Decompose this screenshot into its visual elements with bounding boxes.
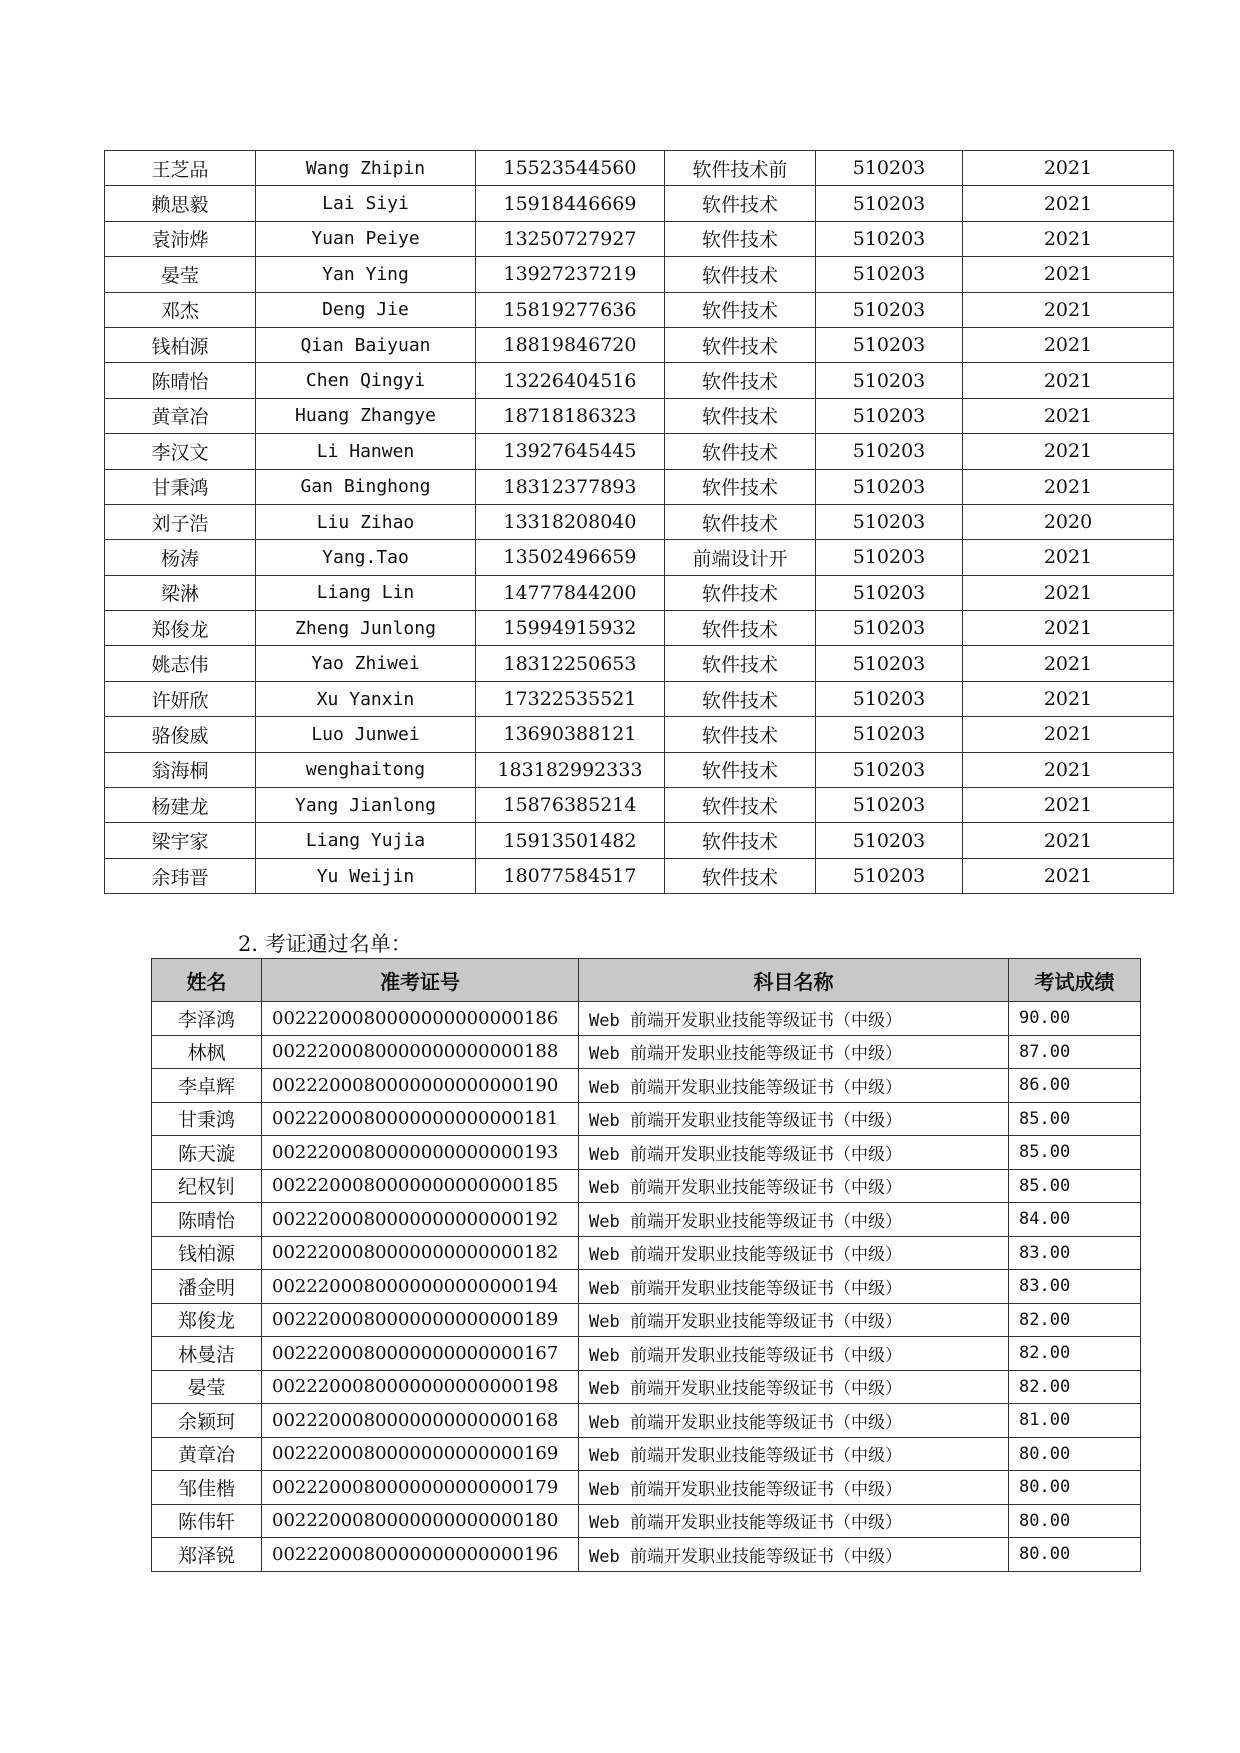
table-row xyxy=(152,1136,1141,1170)
header-cell: 科目名称 xyxy=(579,959,1009,1002)
major-cell: 软件技术 xyxy=(665,823,816,858)
pinyin-cell: Yan Ying xyxy=(256,257,476,292)
phone-cell: 13927237219 xyxy=(476,257,665,292)
name-cell: 翁海桐 xyxy=(105,752,256,787)
name-cell: 甘秉鸿 xyxy=(105,469,256,504)
phone-cell: 15876385214 xyxy=(476,788,665,823)
phone-cell: 13690388121 xyxy=(476,717,665,752)
table-row xyxy=(105,646,1174,681)
score-cell: 86.00 xyxy=(1009,1069,1141,1103)
section-heading: 2. 考证通过名单： xyxy=(238,932,412,956)
phone-cell: 13502496659 xyxy=(476,540,665,575)
table-row xyxy=(105,398,1174,433)
phone-cell: 13927645445 xyxy=(476,434,665,469)
name-cell: 晏莹 xyxy=(152,1370,262,1404)
phone-cell: 15994915932 xyxy=(476,611,665,646)
pinyin-cell: Liang Yujia xyxy=(256,823,476,858)
name-cell: 郑俊龙 xyxy=(105,611,256,646)
year-cell: 2021 xyxy=(963,752,1174,787)
year-cell: 2021 xyxy=(963,823,1174,858)
ticket-number-cell: 0022200080000000000000167 xyxy=(262,1337,579,1371)
pinyin-cell: Yang Jianlong xyxy=(256,788,476,823)
pinyin-cell: Liu Zihao xyxy=(256,504,476,539)
score-cell: 80.00 xyxy=(1009,1437,1141,1471)
table-row xyxy=(152,1337,1141,1371)
subject-cell: Web 前端开发职业技能等级证书（中级） xyxy=(579,1404,1009,1438)
year-cell: 2020 xyxy=(963,504,1174,539)
score-cell: 83.00 xyxy=(1009,1236,1141,1270)
name-cell: 梁宇家 xyxy=(105,823,256,858)
code-cell: 510203 xyxy=(816,327,963,362)
year-cell: 2021 xyxy=(963,151,1174,186)
pinyin-cell: Yao Zhiwei xyxy=(256,646,476,681)
table-row xyxy=(105,363,1174,398)
name-cell: 杨涛 xyxy=(105,540,256,575)
year-cell: 2021 xyxy=(963,646,1174,681)
pinyin-cell: Luo Junwei xyxy=(256,717,476,752)
pinyin-cell: wenghaitong xyxy=(256,752,476,787)
code-cell: 510203 xyxy=(816,717,963,752)
table-row xyxy=(105,151,1174,186)
table-row xyxy=(105,434,1174,469)
major-cell: 软件技术 xyxy=(665,504,816,539)
pinyin-cell: Liang Lin xyxy=(256,575,476,610)
code-cell: 510203 xyxy=(816,292,963,327)
name-cell: 袁沛烨 xyxy=(105,221,256,256)
major-cell: 软件技术 xyxy=(665,327,816,362)
phone-cell: 13318208040 xyxy=(476,504,665,539)
ticket-number-cell: 0022200080000000000000186 xyxy=(262,1002,579,1036)
year-cell: 2021 xyxy=(963,398,1174,433)
ticket-number-cell: 0022200080000000000000188 xyxy=(262,1035,579,1069)
subject-cell: Web 前端开发职业技能等级证书（中级） xyxy=(579,1337,1009,1371)
year-cell: 2021 xyxy=(963,257,1174,292)
major-cell: 软件技术 xyxy=(665,186,816,221)
student-table xyxy=(104,150,1174,894)
header-cell: 考试成绩 xyxy=(1009,959,1141,1002)
table-row xyxy=(105,186,1174,221)
score-cell: 87.00 xyxy=(1009,1035,1141,1069)
score-cell: 83.00 xyxy=(1009,1270,1141,1304)
phone-cell: 15523544560 xyxy=(476,151,665,186)
table-row xyxy=(105,788,1174,823)
table-row xyxy=(152,1504,1141,1538)
pinyin-cell: Yuan Peiye xyxy=(256,221,476,256)
name-cell: 余颖珂 xyxy=(152,1404,262,1438)
phone-cell: 183182992333 xyxy=(476,752,665,787)
code-cell: 510203 xyxy=(816,788,963,823)
ticket-number-cell: 0022200080000000000000194 xyxy=(262,1270,579,1304)
score-cell: 81.00 xyxy=(1009,1404,1141,1438)
name-cell: 邓杰 xyxy=(105,292,256,327)
ticket-number-cell: 0022200080000000000000185 xyxy=(262,1169,579,1203)
name-cell: 骆俊威 xyxy=(105,717,256,752)
subject-cell: Web 前端开发职业技能等级证书（中级） xyxy=(579,1471,1009,1505)
table-row xyxy=(105,257,1174,292)
name-cell: 郑泽锐 xyxy=(152,1538,262,1572)
name-cell: 王芝品 xyxy=(105,151,256,186)
year-cell: 2021 xyxy=(963,611,1174,646)
code-cell: 510203 xyxy=(816,540,963,575)
name-cell: 杨建龙 xyxy=(105,788,256,823)
score-cell: 85.00 xyxy=(1009,1136,1141,1170)
year-cell: 2021 xyxy=(963,717,1174,752)
major-cell: 软件技术 xyxy=(665,611,816,646)
year-cell: 2021 xyxy=(963,575,1174,610)
table-row xyxy=(105,504,1174,539)
pinyin-cell: Lai Siyi xyxy=(256,186,476,221)
table-row xyxy=(105,221,1174,256)
code-cell: 510203 xyxy=(816,221,963,256)
major-cell: 前端设计开 xyxy=(665,540,816,575)
ticket-number-cell: 0022200080000000000000169 xyxy=(262,1437,579,1471)
pinyin-cell: Huang Zhangye xyxy=(256,398,476,433)
score-cell: 80.00 xyxy=(1009,1471,1141,1505)
name-cell: 郑俊龙 xyxy=(152,1303,262,1337)
pinyin-cell: Yu Weijin xyxy=(256,858,476,893)
score-cell: 82.00 xyxy=(1009,1303,1141,1337)
year-cell: 2021 xyxy=(963,858,1174,893)
code-cell: 510203 xyxy=(816,434,963,469)
name-cell: 甘秉鸿 xyxy=(152,1102,262,1136)
phone-cell: 15918446669 xyxy=(476,186,665,221)
pinyin-cell: Xu Yanxin xyxy=(256,681,476,716)
table-row xyxy=(152,1169,1141,1203)
pinyin-cell: Li Hanwen xyxy=(256,434,476,469)
code-cell: 510203 xyxy=(816,858,963,893)
name-cell: 黄章冶 xyxy=(105,398,256,433)
header-cell: 准考证号 xyxy=(262,959,579,1002)
pinyin-cell: Gan Binghong xyxy=(256,469,476,504)
table-row xyxy=(105,717,1174,752)
code-cell: 510203 xyxy=(816,363,963,398)
phone-cell: 13250727927 xyxy=(476,221,665,256)
year-cell: 2021 xyxy=(963,363,1174,398)
ticket-number-cell: 0022200080000000000000190 xyxy=(262,1069,579,1103)
year-cell: 2021 xyxy=(963,681,1174,716)
name-cell: 陈晴怡 xyxy=(105,363,256,398)
phone-cell: 18312250653 xyxy=(476,646,665,681)
phone-cell: 14777844200 xyxy=(476,575,665,610)
phone-cell: 15819277636 xyxy=(476,292,665,327)
subject-cell: Web 前端开发职业技能等级证书（中级） xyxy=(579,1102,1009,1136)
subject-cell: Web 前端开发职业技能等级证书（中级） xyxy=(579,1169,1009,1203)
table-row xyxy=(152,1002,1141,1036)
major-cell: 软件技术 xyxy=(665,221,816,256)
table-row xyxy=(105,575,1174,610)
header-row xyxy=(152,959,1141,1002)
name-cell: 余玮晋 xyxy=(105,858,256,893)
table-row xyxy=(152,1437,1141,1471)
phone-cell: 13226404516 xyxy=(476,363,665,398)
table-row xyxy=(105,752,1174,787)
code-cell: 510203 xyxy=(816,504,963,539)
major-cell: 软件技术 xyxy=(665,788,816,823)
subject-cell: Web 前端开发职业技能等级证书（中级） xyxy=(579,1236,1009,1270)
phone-cell: 17322535521 xyxy=(476,681,665,716)
name-cell: 陈伟轩 xyxy=(152,1504,262,1538)
table-row xyxy=(152,1471,1141,1505)
table-row xyxy=(105,611,1174,646)
pinyin-cell: Qian Baiyuan xyxy=(256,327,476,362)
major-cell: 软件技术 xyxy=(665,752,816,787)
name-cell: 赖思毅 xyxy=(105,186,256,221)
phone-cell: 18077584517 xyxy=(476,858,665,893)
phone-cell: 18819846720 xyxy=(476,327,665,362)
name-cell: 李泽鸿 xyxy=(152,1002,262,1036)
year-cell: 2021 xyxy=(963,292,1174,327)
table-row xyxy=(105,823,1174,858)
table-row xyxy=(105,858,1174,893)
table-row xyxy=(152,1102,1141,1136)
phone-cell: 18718186323 xyxy=(476,398,665,433)
year-cell: 2021 xyxy=(963,327,1174,362)
table-row xyxy=(152,1035,1141,1069)
name-cell: 晏莹 xyxy=(105,257,256,292)
name-cell: 梁淋 xyxy=(105,575,256,610)
pinyin-cell: Zheng Junlong xyxy=(256,611,476,646)
major-cell: 软件技术 xyxy=(665,858,816,893)
code-cell: 510203 xyxy=(816,186,963,221)
name-cell: 姚志伟 xyxy=(105,646,256,681)
score-cell: 90.00 xyxy=(1009,1002,1141,1036)
pinyin-cell: Chen Qingyi xyxy=(256,363,476,398)
name-cell: 纪权钊 xyxy=(152,1169,262,1203)
ticket-number-cell: 0022200080000000000000182 xyxy=(262,1236,579,1270)
major-cell: 软件技术前 xyxy=(665,151,816,186)
year-cell: 2021 xyxy=(963,221,1174,256)
name-cell: 林枫 xyxy=(152,1035,262,1069)
major-cell: 软件技术 xyxy=(665,292,816,327)
name-cell: 林曼洁 xyxy=(152,1337,262,1371)
subject-cell: Web 前端开发职业技能等级证书（中级） xyxy=(579,1303,1009,1337)
score-cell: 82.00 xyxy=(1009,1337,1141,1371)
table-row xyxy=(152,1203,1141,1237)
table-row xyxy=(105,327,1174,362)
pinyin-cell: Wang Zhipin xyxy=(256,151,476,186)
score-cell: 85.00 xyxy=(1009,1102,1141,1136)
table-row xyxy=(105,292,1174,327)
name-cell: 李汉文 xyxy=(105,434,256,469)
subject-cell: Web 前端开发职业技能等级证书（中级） xyxy=(579,1035,1009,1069)
code-cell: 510203 xyxy=(816,151,963,186)
name-cell: 潘金明 xyxy=(152,1270,262,1304)
major-cell: 软件技术 xyxy=(665,717,816,752)
ticket-number-cell: 0022200080000000000000180 xyxy=(262,1504,579,1538)
code-cell: 510203 xyxy=(816,823,963,858)
name-cell: 黄章冶 xyxy=(152,1437,262,1471)
code-cell: 510203 xyxy=(816,646,963,681)
subject-cell: Web 前端开发职业技能等级证书（中级） xyxy=(579,1370,1009,1404)
major-cell: 软件技术 xyxy=(665,398,816,433)
table-row xyxy=(152,1303,1141,1337)
major-cell: 软件技术 xyxy=(665,469,816,504)
subject-cell: Web 前端开发职业技能等级证书（中级） xyxy=(579,1538,1009,1572)
header-cell: 姓名 xyxy=(152,959,262,1002)
ticket-number-cell: 0022200080000000000000179 xyxy=(262,1471,579,1505)
table-row xyxy=(152,1404,1141,1438)
pinyin-cell: Deng Jie xyxy=(256,292,476,327)
subject-cell: Web 前端开发职业技能等级证书（中级） xyxy=(579,1437,1009,1471)
table-row xyxy=(152,1236,1141,1270)
certificate-table xyxy=(151,958,1141,1572)
score-cell: 84.00 xyxy=(1009,1203,1141,1237)
table-row xyxy=(105,540,1174,575)
year-cell: 2021 xyxy=(963,469,1174,504)
subject-cell: Web 前端开发职业技能等级证书（中级） xyxy=(579,1504,1009,1538)
major-cell: 软件技术 xyxy=(665,575,816,610)
name-cell: 李卓辉 xyxy=(152,1069,262,1103)
table-row xyxy=(152,1370,1141,1404)
name-cell: 钱柏源 xyxy=(105,327,256,362)
table-row xyxy=(105,469,1174,504)
name-cell: 邹佳楷 xyxy=(152,1471,262,1505)
score-cell: 80.00 xyxy=(1009,1538,1141,1572)
major-cell: 软件技术 xyxy=(665,434,816,469)
name-cell: 许妍欣 xyxy=(105,681,256,716)
code-cell: 510203 xyxy=(816,398,963,433)
ticket-number-cell: 0022200080000000000000198 xyxy=(262,1370,579,1404)
table-row xyxy=(152,1538,1141,1572)
name-cell: 陈天漩 xyxy=(152,1136,262,1170)
year-cell: 2021 xyxy=(963,186,1174,221)
code-cell: 510203 xyxy=(816,681,963,716)
ticket-number-cell: 0022200080000000000000193 xyxy=(262,1136,579,1170)
subject-cell: Web 前端开发职业技能等级证书（中级） xyxy=(579,1002,1009,1036)
ticket-number-cell: 0022200080000000000000192 xyxy=(262,1203,579,1237)
ticket-number-cell: 0022200080000000000000189 xyxy=(262,1303,579,1337)
code-cell: 510203 xyxy=(816,611,963,646)
score-cell: 80.00 xyxy=(1009,1504,1141,1538)
ticket-number-cell: 0022200080000000000000181 xyxy=(262,1102,579,1136)
major-cell: 软件技术 xyxy=(665,681,816,716)
name-cell: 钱柏源 xyxy=(152,1236,262,1270)
code-cell: 510203 xyxy=(816,752,963,787)
ticket-number-cell: 0022200080000000000000168 xyxy=(262,1404,579,1438)
major-cell: 软件技术 xyxy=(665,257,816,292)
code-cell: 510203 xyxy=(816,257,963,292)
score-cell: 85.00 xyxy=(1009,1169,1141,1203)
score-cell: 82.00 xyxy=(1009,1370,1141,1404)
code-cell: 510203 xyxy=(816,469,963,504)
table-row xyxy=(152,1270,1141,1304)
ticket-number-cell: 0022200080000000000000196 xyxy=(262,1538,579,1572)
phone-cell: 18312377893 xyxy=(476,469,665,504)
subject-cell: Web 前端开发职业技能等级证书（中级） xyxy=(579,1069,1009,1103)
subject-cell: Web 前端开发职业技能等级证书（中级） xyxy=(579,1136,1009,1170)
major-cell: 软件技术 xyxy=(665,646,816,681)
year-cell: 2021 xyxy=(963,788,1174,823)
subject-cell: Web 前端开发职业技能等级证书（中级） xyxy=(579,1203,1009,1237)
pinyin-cell: Yang.Tao xyxy=(256,540,476,575)
year-cell: 2021 xyxy=(963,540,1174,575)
major-cell: 软件技术 xyxy=(665,363,816,398)
name-cell: 刘子浩 xyxy=(105,504,256,539)
table-row xyxy=(152,1069,1141,1103)
name-cell: 陈晴怡 xyxy=(152,1203,262,1237)
code-cell: 510203 xyxy=(816,575,963,610)
subject-cell: Web 前端开发职业技能等级证书（中级） xyxy=(579,1270,1009,1304)
phone-cell: 15913501482 xyxy=(476,823,665,858)
table-row xyxy=(105,681,1174,716)
year-cell: 2021 xyxy=(963,434,1174,469)
